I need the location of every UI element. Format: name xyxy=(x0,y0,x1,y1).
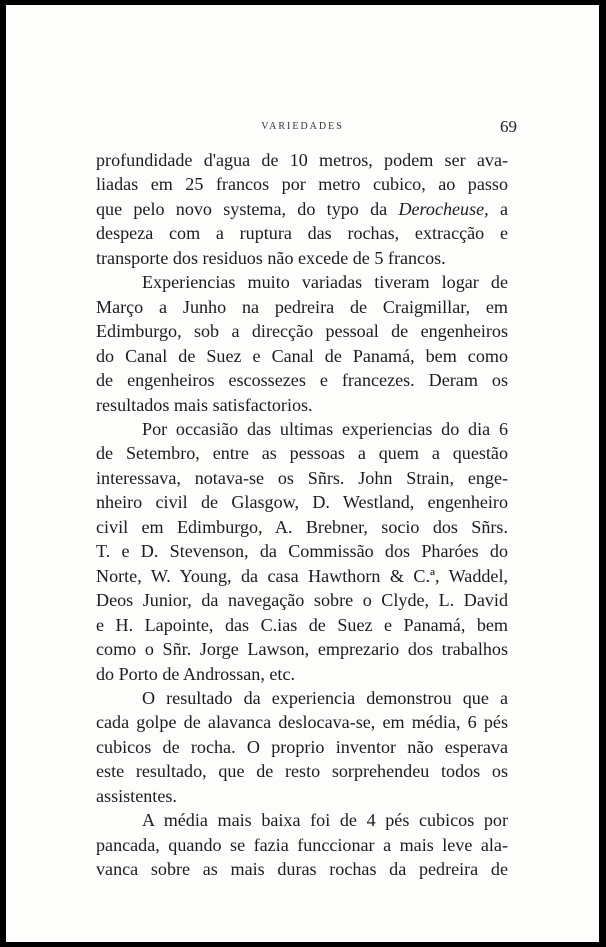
paragraph-2 xyxy=(96,270,508,417)
text-line xyxy=(96,197,508,221)
text-line: resultados mais satisfactorios. xyxy=(96,394,313,415)
text-line: nheiro civil de Glasgow, D. Westland, engenheiro xyxy=(96,492,508,513)
text-line: como o Sñr. Jorge Lawson, emprezario dos trabalhos xyxy=(96,639,508,660)
paragraph-4 xyxy=(96,686,508,808)
text-line: vanca sobre as mais duras rochas da pedreira de xyxy=(96,859,508,880)
text-line: O resultado da experiencia demonstrou que a xyxy=(142,687,508,708)
text-line: profundidade d'agua de 10 metros, podem ser ava- xyxy=(96,150,508,170)
book-page xyxy=(6,5,599,942)
emphasis-derocheuse: Derocheuse, xyxy=(398,198,489,219)
text-line: Por occasião das ultimas experiencias do dia 6 xyxy=(142,418,508,439)
page-header xyxy=(6,117,599,147)
text-line: despeza com a ruptura das rochas, extracção e xyxy=(96,223,508,244)
text-line: do Porto de Androssan, etc. xyxy=(96,663,296,684)
paragraph-1 xyxy=(96,148,508,270)
text-line-start: que pelo novo systema, do typo da xyxy=(96,198,388,219)
text-line: e H. Lapointe, das C.ias de Suez e Panamá, bem xyxy=(96,614,508,635)
text-line: T. e D. Stevenson, da Commissão dos Pharóes do xyxy=(96,541,508,562)
text-line: de engenheiros escossezes e francezes. Deram os xyxy=(96,370,508,391)
text-line: pancada, quando se fazia funccionar a mais leve ala- xyxy=(96,834,508,855)
text-line-end: a xyxy=(499,198,508,219)
running-title: VARIEDADES xyxy=(261,121,344,132)
page-number: 69 xyxy=(500,117,517,136)
text-line: este resultado, que de resto sorprehendeu todos os xyxy=(96,761,508,782)
text-line: assistentes. xyxy=(96,785,177,806)
paragraph-5 xyxy=(96,808,508,881)
body-text xyxy=(96,148,508,882)
text-line: cubicos de rocha. O proprio inventor não esperava xyxy=(96,736,508,757)
text-line: interessava, notava-se os Sñrs. John Strain, enge- xyxy=(96,467,508,488)
text-line: Deos Junior, da navegação sobre o Clyde, L. David xyxy=(96,590,508,611)
text-line: civil em Edimburgo, A. Brebner, socio dos Sñrs. xyxy=(96,516,508,537)
text-line: do Canal de Suez e Canal de Panamá, bem como xyxy=(96,345,508,366)
text-line: de Setembro, entre as pessoas a quem a questão xyxy=(96,443,508,464)
paragraph-3 xyxy=(96,417,508,686)
text-line: liadas em 25 francos por metro cubico, ao passo xyxy=(96,174,508,195)
text-line: Norte, W. Young, da casa Hawthorn & C.ª, Waddel, xyxy=(96,565,508,586)
text-line: A média mais baixa foi de 4 pés cubicos por xyxy=(142,810,508,831)
text-line: cada golpe de alavanca deslocava-se, em média, 6 pés xyxy=(96,712,508,733)
text-line: Edimburgo, sob a direcção pessoal de engenheiros xyxy=(96,321,508,342)
text-line: Experiencias muito variadas tiveram logar de xyxy=(142,272,508,293)
text-line: Março a Junho na pedreira de Craigmillar, em xyxy=(96,296,508,317)
text-line: transporte dos residuos não excede de 5 francos. xyxy=(96,247,446,268)
